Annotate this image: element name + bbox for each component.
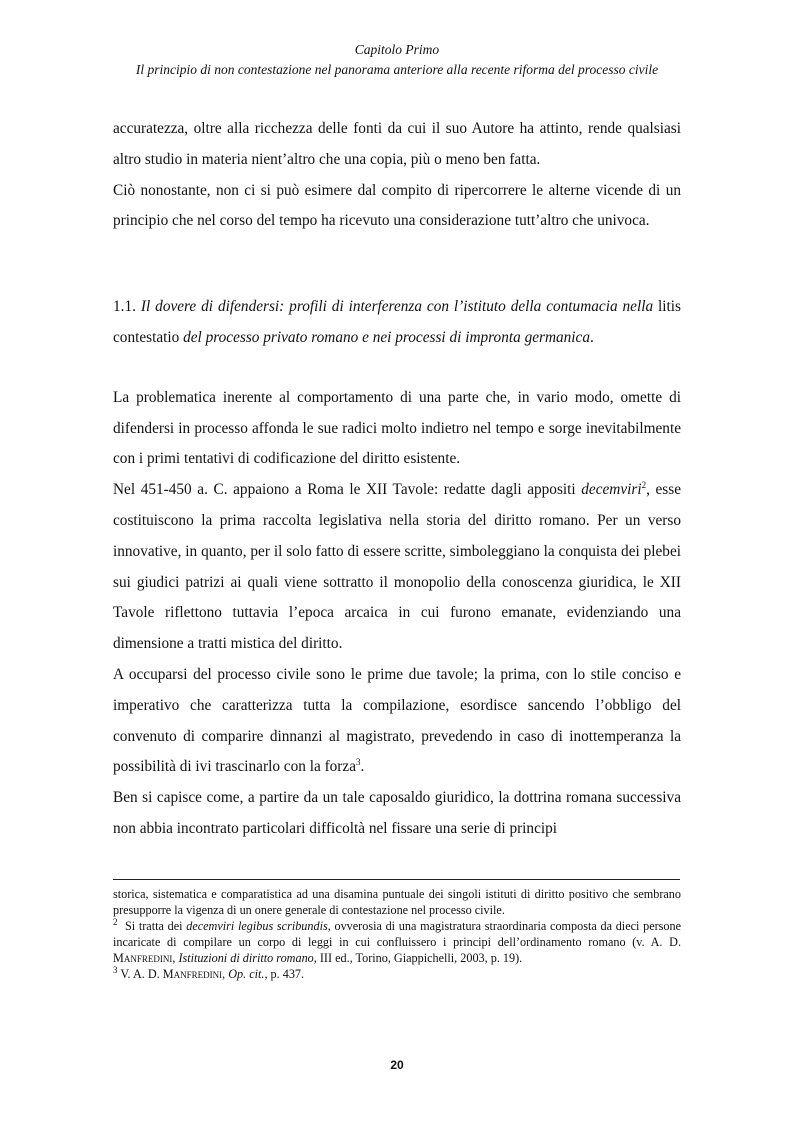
paragraph: La problematica inerente al comportamento di una parte che, in vario modo, omette di difendersi in processo affonda le sue radici molto indietro nel tempo e sorge inevitabilmente con i primi tentativi di codificazione del diritto esistente. [113,388,681,468]
paragraph: Nel 451-450 a. C. appaiono a Roma le XII Tavole: redatte dagli appositi decemviri$^2$, esse costituiscono la prima raccolta legislativa nella storia del diritto romano. Per un verso innovative, in quanto, per il solo fatto di essere scritte, simboleggiano la conquista dei plebei sui giudici patrizi ai quali viene sottratto il monopolio della conoscenza giuridica, le XII Tavole riflettono tuttavia l’epoca arcaica in cui furono emanate, evidenziando una dimensione a tratti mistica del diritto. [113,480,681,653]
paragraph: A occuparsi del processo civile sono le prime due tavole; la prima, con lo stile conciso e imperativo che caratterizza tutta la compilazione, esordisce sancendo l’obbligo del convenuto di comparire dinnanzi al magistrato, prevedendo in caso di inottemperanza la possibilità di ivi trascinarlo con la forza$^3$. [113,665,681,776]
paragraph: Ben si capisce come, a partire da un tale caposaldo giuridico, la dottrina romana successiva non abbia incontrato particolari difficoltà nel fissare una serie di principi [113,789,681,837]
chapter-subtitle: Il principio di non contestazione nel panorama anteriore alla recente riforma del processo civile [135,62,659,77]
section-heading-part: Il dovere di difendersi: profili di interferenza con l’istituto della contumacia nella [140,298,654,316]
body-text [113,114,681,845]
section-number: 1.1. [113,298,136,316]
footnote-continuation: storica, sistematica e comparatistica ad una disamina puntuale dei singoli istituti di diritto positivo che sembrano presupporre la vigenza di un onere generale di contestazione nel processo civile. [113,887,681,917]
page-number: 20 [390,1058,404,1072]
footnote-ref[interactable]: 3 [355,757,361,768]
section-heading: 1.1. Il dovere di difendersi: profili di interferenza con l’istituto della contumacia nella litis contestatio del processo privato romano e nei processi di impronta germanica. [113,298,681,346]
paragraph: accuratezza, oltre alla ricchezza delle fonti da cui il suo Autore ha attinto, rende qualsiasi altro studio in materia nient’altro che una copia, più o meno ben fatta. [113,120,681,168]
footnote: $^2$ Si tratta dei decemviri legibus scribundis, ovverosia di una magistratura straordinaria composta da dieci persone incaricate di compilare un corpo di leggi in cui confluissero i principi dell’ordinamento romano (v. A. D. Manfredini, Istituzioni di diritto romano, III ed., Torino, Giappichelli, 2003, p. 19). [113,916,682,965]
chapter-title: Capitolo Primo [354,42,440,57]
running-header [100,40,694,80]
footnote: $^3$ V. A. D. Manfredini, Op. cit., p. 437. [113,964,305,981]
footnote-ref[interactable]: 2 [641,480,647,491]
footnote-separator [113,879,680,880]
section-heading-part: del processo privato romano e nei processi di impronta germanica [183,328,590,346]
section-heading-term: litis contestatio [113,298,681,346]
footnotes [113,886,681,982]
paragraph: Ciò nonostante, non ci si può esimere dal compito di ripercorrere le alterne vicende di un principio che nel corso del tempo ha ricevuto una considerazione tutt’altro che univoca. [113,181,681,230]
